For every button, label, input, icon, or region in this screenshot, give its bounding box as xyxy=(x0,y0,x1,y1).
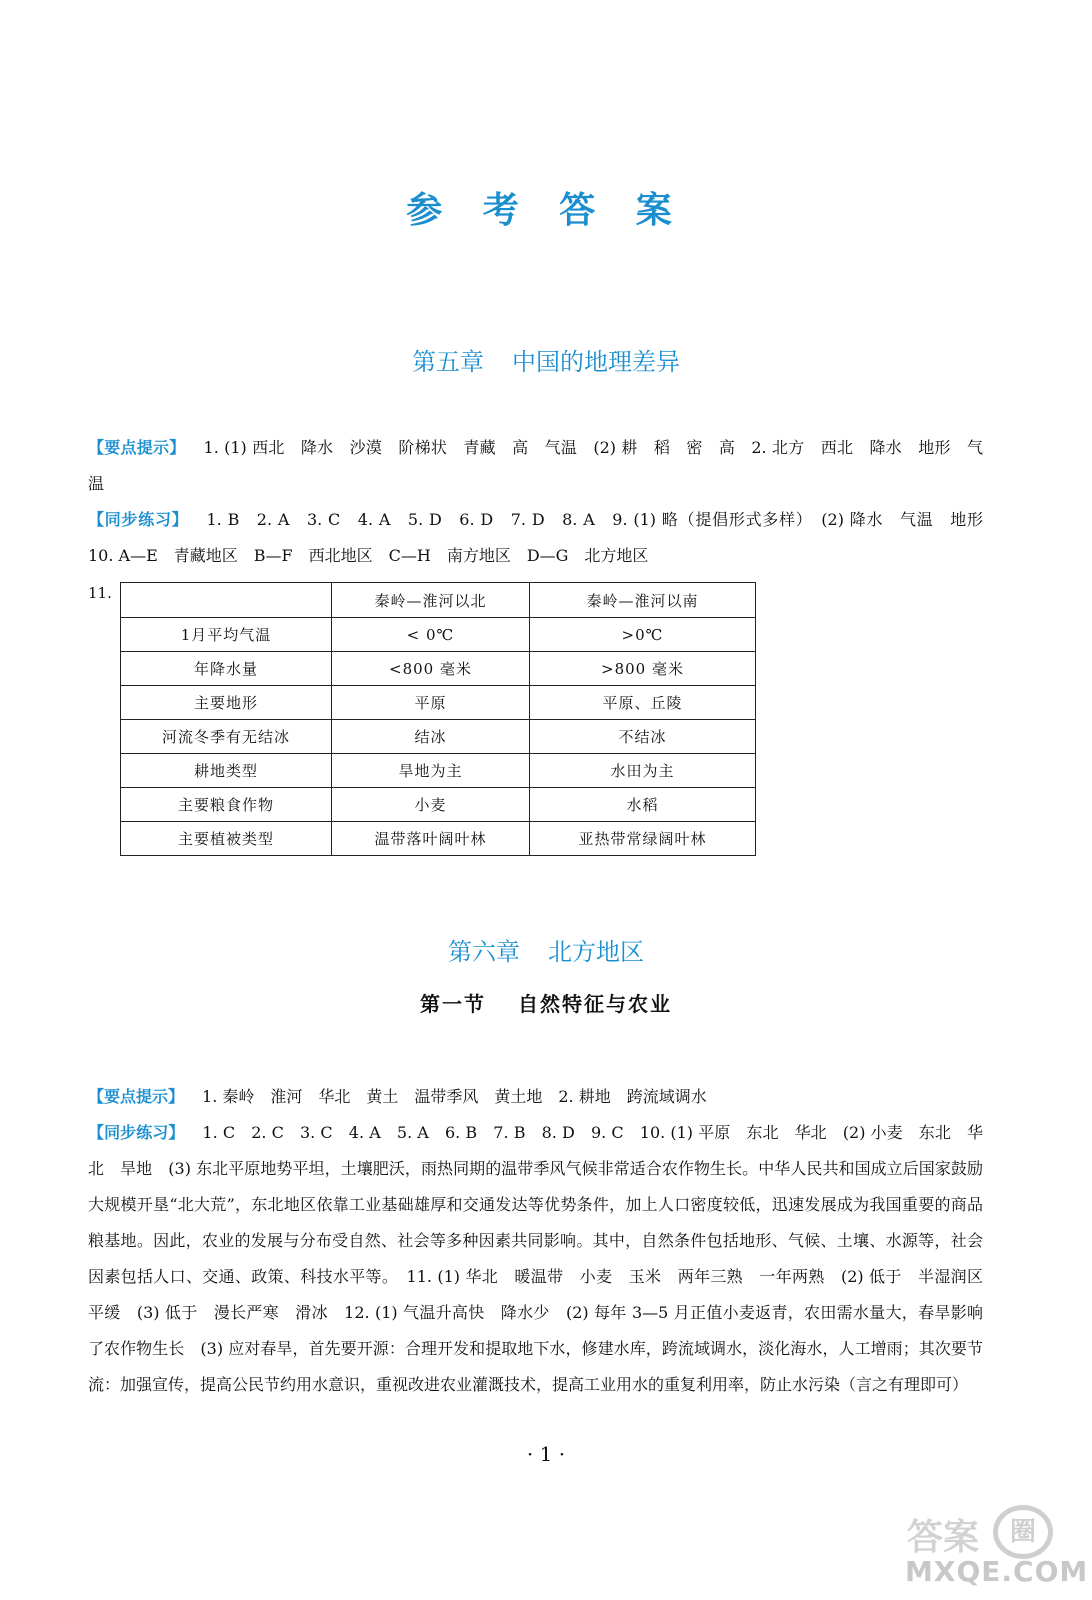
table-row xyxy=(121,822,756,856)
table-cell: >800 毫米 xyxy=(529,652,755,686)
table-header-cell: 秦岭—淮河以南 xyxy=(529,583,755,618)
table-row-label: 主要地形 xyxy=(121,686,332,720)
table-cell: 结冰 xyxy=(332,720,530,754)
table-cell: 水田为主 xyxy=(529,754,755,788)
table-cell: <800 毫米 xyxy=(332,652,530,686)
key-points-tag: 【要点提示】 xyxy=(88,438,186,457)
chapter-5-key-points xyxy=(88,430,983,502)
key-points-tag: 【要点提示】 xyxy=(88,1087,185,1106)
page-number: · 1 · xyxy=(526,1442,566,1466)
watermark xyxy=(905,1505,1089,1590)
comparison-table xyxy=(120,582,756,856)
watermark-circle-icon: 圈 xyxy=(993,1505,1053,1559)
chapter-6-key-points xyxy=(88,1079,983,1115)
table-row-label: 河流冬季有无结冰 xyxy=(121,720,332,754)
table-row xyxy=(121,788,756,822)
table-cell: 小麦 xyxy=(332,788,530,822)
table-row xyxy=(121,720,756,754)
table-cell: 温带落叶阔叶林 xyxy=(332,822,530,856)
watermark-url: MXQE.COM xyxy=(905,1555,1089,1588)
table-cell: < 0℃ xyxy=(332,618,530,652)
chapter-6-number: 第六章 xyxy=(448,938,520,966)
chapter-6-heading xyxy=(0,932,1092,967)
practice-tag: 【同步练习】 xyxy=(88,510,189,529)
page-title: 参 考 答 案 xyxy=(406,190,686,231)
table-row xyxy=(121,618,756,652)
table-header-cell: 秦岭—淮河以北 xyxy=(332,583,530,618)
table-row xyxy=(121,686,756,720)
section-1-heading xyxy=(0,988,1092,1017)
table-row xyxy=(121,652,756,686)
table-cell: 平原、丘陵 xyxy=(529,686,755,720)
table-row-label: 年降水量 xyxy=(121,652,332,686)
chapter-5-practice xyxy=(88,502,999,574)
chapter-5-name: 中国的地理差异 xyxy=(512,348,680,376)
table-cell: 旱地为主 xyxy=(332,754,530,788)
table-cell: >0℃ xyxy=(529,618,755,652)
table-cell: 亚热带常绿阔叶林 xyxy=(529,822,755,856)
chapter-5-number: 第五章 xyxy=(412,348,484,376)
section-1-number: 第一节 xyxy=(420,992,486,1016)
section-1-name: 自然特征与农业 xyxy=(518,992,672,1016)
key-points-text: 1. (1) 西北 降水 沙漠 阶梯状 青藏 高 气温 (2) 耕 稻 密 高 2. 北方 西北 降水 地形 气温 xyxy=(88,438,983,493)
table-row-label: 耕地类型 xyxy=(121,754,332,788)
table-row xyxy=(121,754,756,788)
chapter-5-heading xyxy=(0,342,1092,377)
key-points-text: 1. 秦岭 淮河 华北 黄土 温带季风 黄土地 2. 耕地 跨流域调水 xyxy=(202,1087,707,1106)
watermark-logo-text: 答案 xyxy=(907,1517,980,1558)
table-row-label: 1月平均气温 xyxy=(121,618,332,652)
table-header-cell xyxy=(121,583,332,618)
chapter-6-name: 北方地区 xyxy=(548,938,644,966)
practice-text: 1. B 2. A 3. C 4. A 5. D 6. D 7. D 8. A 9. (1) 略（提倡形式多样） (2) 降水 气温 地形 10. A—E 青藏地区 B—F 西北地区 C—H 南方地区 D—G 北方地区 xyxy=(88,510,999,565)
practice-text: 1. C 2. C 3. C 4. A 5. A 6. B 7. B 8. D 9. C 10. (1) 平原 东北 华北 (2) 小麦 东北 华北 旱地 (3) 东北平原地势平坦，土壤肥沃，雨热同期的温带季风气候非常适合农作物生长。中华人民共和国成立后国家鼓励大规模开垦“北大荒”，东北地区依靠工业基础雄厚和交通发达等优势条件，加上人口密度较低，迅速发展成为我国重要的商品粮基地。因此，农业的发展与分布受自然、社会等多种因素共同影响。其中，自然条件包括地形、气候、土壤、水源等，社会因素包括人口、交通、政策、科技水平等。 11. (1) 华北 暖温带 小麦 玉米 两年三熟 一年两熟 (2) 低于 半湿润区 平缓 (3) 低于 漫长严寒 滑冰 12. (1) 气温升高快 降水少 (2) 每年 3—5 月正值小麦返青，农田需水量大，春旱影响了农作物生长 (3) 应对春旱，首先要开源：合理开发和提取地下水，修建水库，跨流域调水，淡化海水，人工增雨；其次要节流：加强宣传，提高公民节约用水意识，重视改进农业灌溉技术，提高工业用水的重复利用率，防止水污染（言之有理即可） xyxy=(88,1123,1000,1394)
table-header-row xyxy=(121,583,756,618)
table-cell: 平原 xyxy=(332,686,530,720)
practice-tag: 【同步练习】 xyxy=(88,1123,185,1142)
question-11-label: 11. xyxy=(88,584,112,602)
chapter-6-practice xyxy=(88,1115,1000,1403)
table-cell: 水稻 xyxy=(529,788,755,822)
table-row-label: 主要植被类型 xyxy=(121,822,332,856)
table-cell: 不结冰 xyxy=(529,720,755,754)
table-row-label: 主要粮食作物 xyxy=(121,788,332,822)
